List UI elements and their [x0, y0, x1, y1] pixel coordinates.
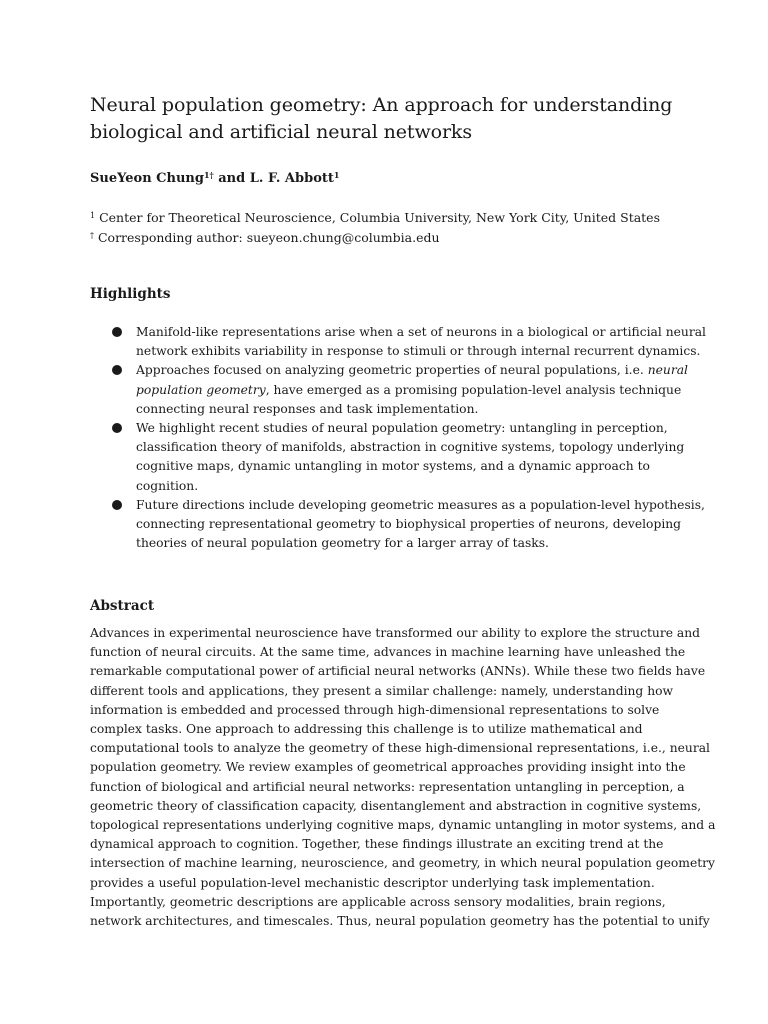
affiliation-mark: 1: [90, 211, 96, 220]
highlight-line: connecting representational geometry to biophysical properties of neurons, developing: [136, 517, 682, 532]
abstract-body: [90, 624, 716, 931]
abstract-line: Importantly, geometric descriptions are applicable across sensory modalities, brain regions,: [90, 894, 666, 909]
abstract-line: function of biological and artificial neural networks: representation untangling in perception, a: [90, 779, 685, 794]
corresponding-author: [90, 228, 440, 248]
bullet-icon: [112, 500, 122, 510]
author-affiliation-mark: 1†: [203, 170, 214, 180]
author-name: SueYeon Chung: [90, 171, 204, 186]
abstract-line: geometric theory of classification capacity, disentanglement and abstraction in cognitive systems,: [90, 798, 702, 813]
highlight-line: Manifold-like representations arise when a set of neurons in a biological or artificial neural: [136, 325, 706, 339]
affiliation-mark: †: [90, 231, 94, 240]
abstract-line: information is embedded and processed through high-dimensional representations to solve: [90, 702, 660, 717]
bullet-icon: [112, 327, 122, 337]
author-connector: and: [213, 171, 250, 186]
highlights-heading: Highlights: [90, 286, 171, 302]
abstract-heading: Abstract: [90, 598, 155, 614]
author-list: [90, 171, 339, 186]
bullet-icon: [112, 423, 122, 433]
title-line-2: biological and artificial neural networks: [90, 121, 472, 143]
list-item: [90, 496, 705, 554]
title-line-1: Neural population geometry: An approach for understanding: [90, 94, 673, 116]
abstract-line: Advances in experimental neuroscience have transformed our ability to explore the structure and: [90, 626, 701, 640]
list-item: [90, 361, 690, 419]
list-item: [90, 419, 690, 496]
highlight-line: We highlight recent studies of neural population geometry: untangling in perception,: [136, 421, 668, 436]
abstract-line: different tools and applications, they present a similar challenge: namely, understanding how: [90, 683, 674, 698]
abstract-line: dynamical approach to cognition. Together, these findings illustrate an exciting trend at the: [90, 837, 664, 852]
abstract-line: topological representations underlying cognitive maps, dynamic untangling in motor systems, and a: [90, 818, 716, 833]
highlight-emphasis: population geometry: [136, 382, 266, 397]
affiliation: [90, 208, 660, 228]
highlight-line: cognitive maps, dynamic untangling in motor systems, and a dynamic approach to: [136, 459, 650, 474]
affiliation-text: Center for Theoretical Neuroscience, Columbia University, New York City, United States: [95, 210, 660, 225]
highlight-line: connecting neural responses and task implementation.: [136, 401, 479, 416]
abstract-line: function of neural circuits. At the same time, advances in machine learning have unleashed the: [90, 645, 686, 660]
abstract-line: complex tasks. One approach to addressing this challenge is to utilize mathematical and: [90, 722, 643, 737]
highlight-line: network exhibits variability in response to stimuli or through internal recurrent dynamics.: [136, 344, 701, 359]
abstract-line: network architectures, and timescales. Thus, neural population geometry has the potential to unify: [90, 914, 710, 929]
abstract-line: population geometry. We review examples of geometrical approaches providing insight into the: [90, 760, 686, 775]
abstract-line: intersection of machine learning, neuroscience, and geometry, in which neural population geometry: [90, 856, 716, 871]
highlight-text: , have emerged as a promising population-level analysis technique: [265, 382, 682, 397]
highlight-line: theories of neural population geometry for a larger array of tasks.: [136, 536, 549, 551]
highlight-line: Future directions include developing geometric measures as a population-level hypothesis,: [136, 497, 705, 512]
highlight-line: [136, 381, 690, 400]
highlights-list: [90, 323, 706, 553]
abstract-line: remarkable computational power of artificial neural networks (ANNs). While these two fields have: [90, 664, 706, 679]
abstract-line: computational tools to analyze the geometry of these high-dimensional representations, i.e., neural: [90, 741, 710, 756]
highlight-line: cognition.: [136, 478, 199, 493]
highlight-emphasis: neural: [647, 363, 688, 378]
list-item: [90, 323, 706, 361]
highlight-text: Approaches focused on analyzing geometric properties of neural populations, i.e.: [136, 363, 648, 378]
author-affiliation-mark: 1: [333, 170, 340, 180]
paper-title: [90, 92, 690, 146]
highlight-line: [136, 361, 690, 380]
author-name: L. F. Abbott: [249, 171, 334, 186]
abstract-line: provides a useful population-level mechanistic descriptor underlying task implementation.: [90, 875, 655, 890]
corresponding-author-text: Corresponding author: sueyeon.chung@columbia.edu: [94, 230, 440, 245]
bullet-icon: [112, 365, 122, 375]
highlight-line: classification theory of manifolds, abstraction in cognitive systems, topology underlying: [136, 440, 685, 455]
